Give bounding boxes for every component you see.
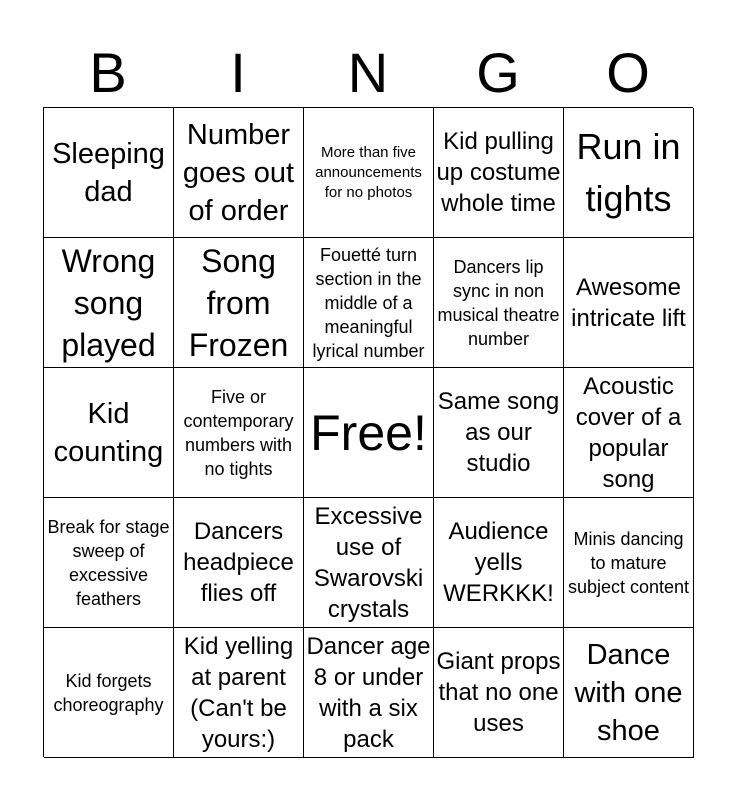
header-letter-b: B: [89, 41, 127, 104]
cell-text: Fouetté turn section in the middle of a meaningful lyrical number: [312, 244, 425, 361]
cell-text: Kid forgets choreography: [53, 670, 164, 715]
bingo-cell[interactable]: [174, 108, 304, 238]
cell-text: Break for stage sweep of excessive feathers: [47, 516, 170, 609]
header-letter-g: G: [476, 41, 520, 104]
bingo-cell[interactable]: [44, 628, 174, 758]
free-space-text: Free!: [310, 404, 427, 461]
cell-text: Sleeping dad: [52, 137, 165, 208]
cell-text: Kid counting: [53, 397, 164, 468]
bingo-header: [43, 40, 693, 106]
bingo-cell[interactable]: [174, 238, 304, 368]
bingo-cell[interactable]: [434, 498, 564, 628]
cell-text: More than five announcements for no photos: [315, 143, 422, 201]
bingo-cell[interactable]: [564, 628, 694, 758]
cell-text: Audience yells WERKKK!: [443, 518, 554, 607]
bingo-cell[interactable]: [174, 368, 304, 498]
cell-text: Song from Frozen: [188, 242, 289, 363]
bingo-cell-free[interactable]: [304, 368, 434, 498]
header-letter-n: N: [347, 41, 389, 104]
bingo-grid: [43, 107, 693, 757]
bingo-cell[interactable]: [174, 498, 304, 628]
cell-text: Giant props that no one uses: [436, 648, 561, 737]
bingo-cell[interactable]: [434, 238, 564, 368]
cell-text: Excessive use of Swarovski crystals: [313, 502, 424, 623]
cell-text: Dancer age 8 or under with a six pack: [306, 632, 431, 753]
cell-text: Kid pulling up costume whole time: [436, 128, 561, 217]
header-letter-i: I: [230, 41, 246, 104]
cell-text: Kid yelling at parent (Can't be yours:): [183, 632, 294, 753]
bingo-cell[interactable]: [564, 368, 694, 498]
bingo-cell[interactable]: [434, 628, 564, 758]
bingo-cell[interactable]: [304, 628, 434, 758]
cell-text: Minis dancing to mature subject content: [567, 528, 690, 597]
bingo-cell[interactable]: [304, 108, 434, 238]
cell-text: Dancers lip sync in non musical theatre number: [437, 256, 560, 349]
cell-text: Run in tights: [576, 125, 681, 219]
bingo-cell[interactable]: [44, 498, 174, 628]
bingo-cell[interactable]: [564, 498, 694, 628]
cell-text: Awesome intricate lift: [571, 273, 686, 332]
bingo-cell[interactable]: [564, 108, 694, 238]
bingo-cell[interactable]: [434, 108, 564, 238]
header-letter-o: O: [606, 41, 650, 104]
bingo-cell[interactable]: [44, 108, 174, 238]
cell-text: Dance with one shoe: [574, 638, 683, 747]
bingo-cell[interactable]: [564, 238, 694, 368]
cell-text: Same song as our studio: [437, 388, 560, 477]
cell-text: Five or contemporary numbers with no tights: [183, 386, 294, 479]
cell-text: Number goes out of order: [182, 118, 295, 227]
bingo-cell[interactable]: [44, 238, 174, 368]
bingo-cell[interactable]: [304, 238, 434, 368]
bingo-cell[interactable]: [304, 498, 434, 628]
cell-text: Dancers headpiece flies off: [183, 518, 294, 607]
cell-text: Wrong song played: [61, 242, 156, 363]
bingo-cell[interactable]: [44, 368, 174, 498]
bingo-cell[interactable]: [434, 368, 564, 498]
bingo-cell[interactable]: [174, 628, 304, 758]
cell-text: Acoustic cover of a popular song: [575, 372, 682, 493]
